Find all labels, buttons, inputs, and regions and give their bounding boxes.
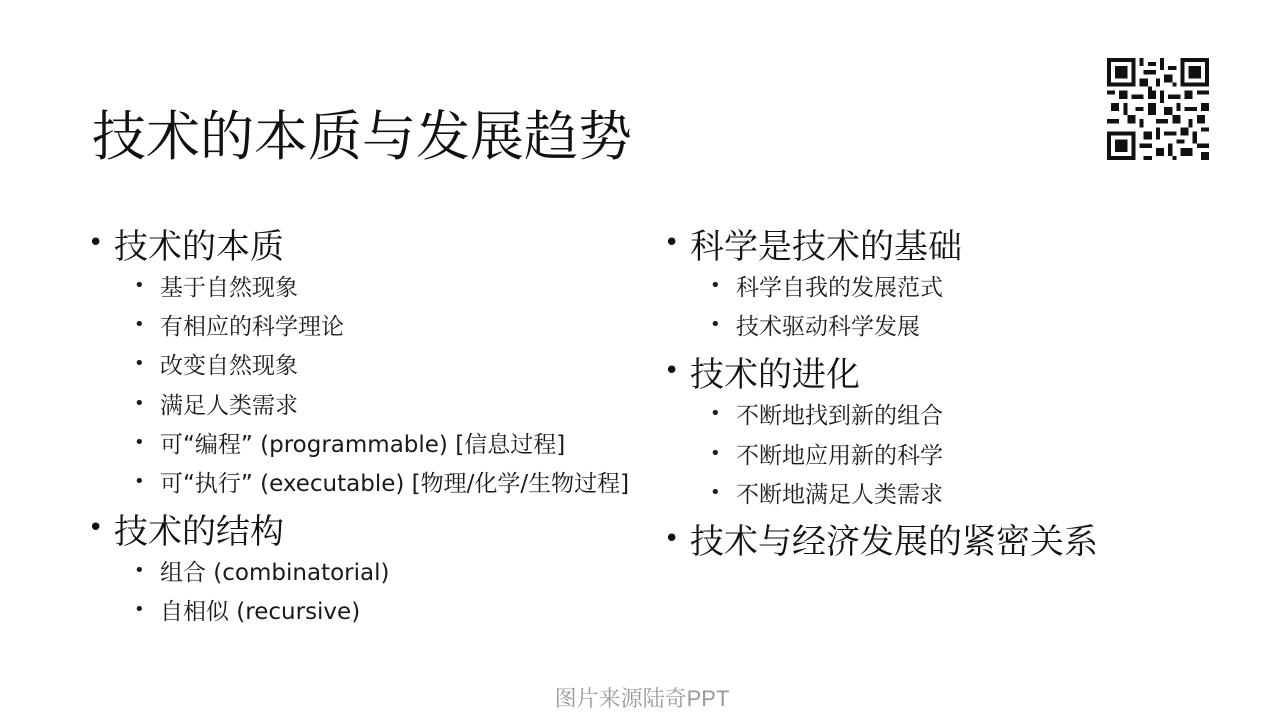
- bullet-icon: •: [710, 314, 721, 336]
- bullet-icon: •: [134, 599, 145, 621]
- list-item-text: 改变自然现象: [160, 353, 298, 380]
- bullet-icon: •: [710, 442, 721, 464]
- section-tech-evolution: [664, 348, 1254, 512]
- bullet-icon: •: [710, 481, 721, 503]
- list-item: [134, 305, 678, 344]
- sub-list: [664, 394, 1254, 512]
- list-item: [710, 305, 1254, 344]
- bullet-icon: •: [88, 513, 104, 544]
- list-item-text: 自相似 (recursive): [160, 599, 361, 626]
- section-science-foundation: [664, 220, 1254, 344]
- list-item-text: 不断地满足人类需求: [736, 481, 943, 508]
- list-item-text: 不断地找到新的组合: [736, 403, 943, 430]
- bullet-icon: •: [134, 392, 145, 414]
- list-item-text: 科学自我的发展范式: [736, 275, 943, 302]
- section-heading-text: 技术的结构: [114, 511, 284, 552]
- bullet-icon: •: [134, 560, 145, 582]
- section-heading: [664, 220, 1254, 266]
- list-item: [710, 394, 1254, 433]
- bullet-icon: •: [664, 228, 680, 258]
- section-heading-text: 技术的本质: [114, 226, 284, 267]
- section-heading-text: 技术与经济发展的紧密关系: [690, 522, 1098, 563]
- source-watermark: 图片来源陆奇PPT: [554, 686, 730, 711]
- bullet-icon: •: [134, 353, 145, 375]
- list-item: [710, 473, 1254, 512]
- list-item-text: 组合 (combinatorial): [160, 560, 390, 587]
- list-item-text: 满足人类需求: [160, 392, 298, 419]
- bullet-icon: •: [664, 356, 680, 387]
- list-item: [134, 590, 678, 629]
- sub-list: [88, 551, 678, 629]
- section-tech-essence: [88, 220, 678, 501]
- list-item: [710, 434, 1254, 473]
- list-item-text: 有相应的科学理论: [160, 314, 344, 341]
- bullet-icon: •: [710, 275, 721, 297]
- bullet-icon: •: [134, 314, 145, 336]
- bullet-icon: •: [134, 431, 145, 453]
- bullet-icon: •: [710, 403, 721, 425]
- list-item: [134, 551, 678, 590]
- list-item: [710, 266, 1254, 305]
- section-heading: [88, 220, 678, 266]
- slide-title: 技术的本质与发展趋势: [92, 105, 632, 168]
- qr-code-icon: [1106, 58, 1210, 160]
- bullet-icon: •: [134, 275, 145, 297]
- list-item: [134, 384, 678, 423]
- section-tech-structure: [88, 505, 678, 629]
- section-heading: [88, 505, 678, 551]
- list-item: [134, 266, 678, 305]
- list-item-text: 可“执行” (executable) [物理/化学/生物过程]: [160, 471, 630, 498]
- bullet-icon: •: [88, 228, 104, 258]
- sub-list: [664, 266, 1254, 344]
- list-item: [134, 462, 678, 501]
- list-item-text: 不断地应用新的科学: [736, 442, 943, 469]
- bullet-icon: •: [664, 523, 680, 554]
- list-item-text: 技术驱动科学发展: [736, 314, 920, 341]
- list-item-text: 可“编程” (programmable) [信息过程]: [160, 431, 566, 458]
- left-column: [88, 220, 678, 630]
- bullet-icon: •: [134, 471, 145, 493]
- section-heading: [664, 516, 1254, 562]
- section-tech-economy: [664, 516, 1254, 562]
- section-heading-text: 技术的进化: [690, 354, 860, 395]
- section-heading: [664, 348, 1254, 394]
- right-column: [664, 220, 1254, 562]
- list-item: [134, 344, 678, 383]
- section-heading-text: 科学是技术的基础: [690, 226, 962, 267]
- sub-list: [88, 266, 678, 501]
- list-item: [134, 423, 678, 462]
- list-item-text: 基于自然现象: [160, 275, 298, 302]
